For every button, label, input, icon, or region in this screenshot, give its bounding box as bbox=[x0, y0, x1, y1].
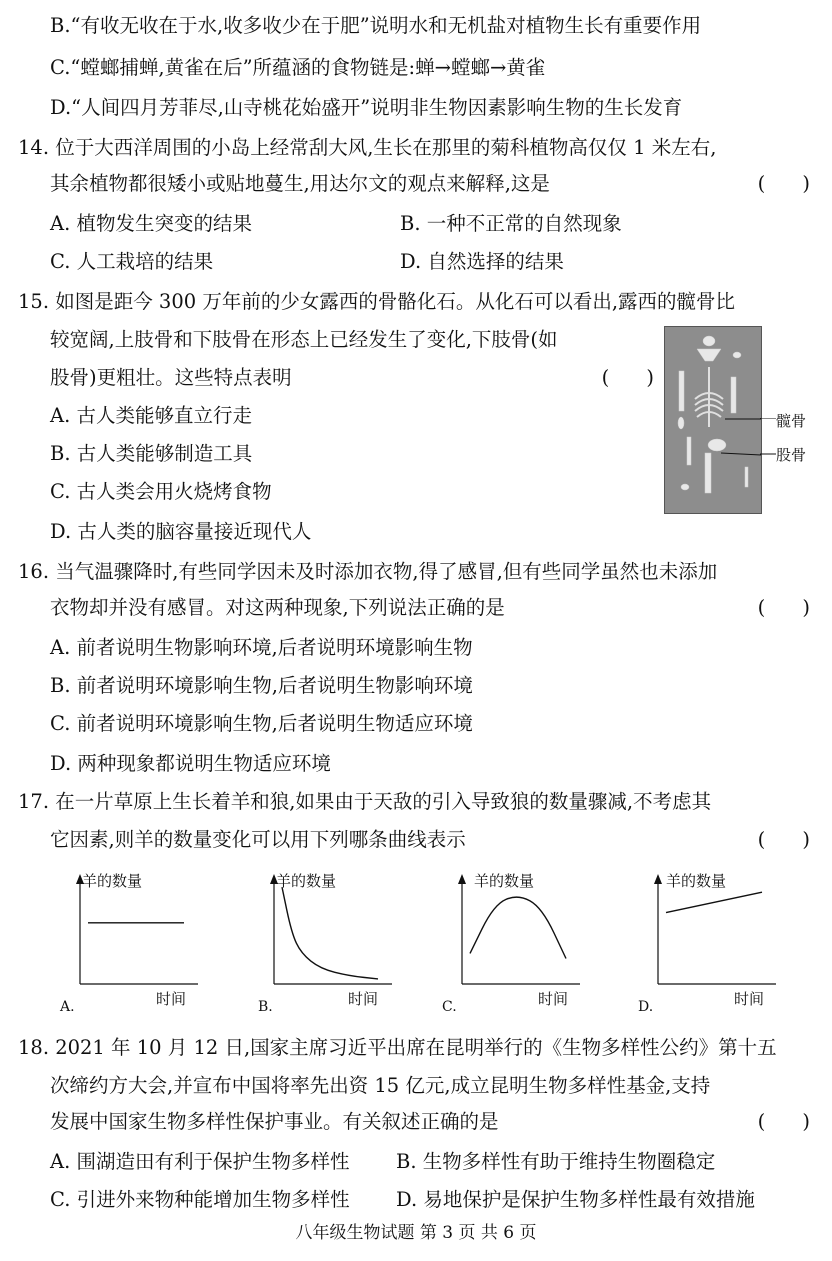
chart-c-plot bbox=[440, 868, 600, 1018]
q14-stem-line2: 其余植物都很矮小或贴地蔓生,用达尔文的观点来解释,这是 bbox=[50, 172, 550, 195]
q13-option-b: B.“有收无收在于水,收多收少在于肥”说明水和无机盐对植物生长有重要作用 bbox=[50, 14, 702, 37]
q17-stem-line2: 它因素,则羊的数量变化可以用下列哪条曲线表示 bbox=[50, 828, 466, 851]
chart-d-y-arrow bbox=[654, 874, 662, 884]
chart-b-plot bbox=[252, 868, 412, 1018]
q18-stem-line2: 次缔约方大会,并宣布中国将率先出资 15 亿元,成立昆明生物多样性基金,支持 bbox=[50, 1074, 711, 1097]
chart-d-plot bbox=[636, 868, 796, 1018]
q14-option-a: A. 植物发生突变的结果 bbox=[50, 212, 252, 235]
q18-stem-line1: 18. 2021 年 10 月 12 日,国家主席习近平出席在昆明举行的《生物多样性公约》第十五 bbox=[18, 1036, 777, 1059]
chart-option-d bbox=[636, 868, 796, 1018]
q16-option-d: D. 两种现象都说明生物适应环境 bbox=[50, 752, 331, 775]
q15-stem-line2: 较宽阔,上肢骨和下肢骨在形态上已经发生了变化,下肢骨(如 bbox=[50, 328, 558, 351]
q15-option-b: B. 古人类能够制造工具 bbox=[50, 442, 253, 465]
chart-b-xlabel: 时间 bbox=[348, 990, 379, 1008]
lucy-fossil-photo bbox=[664, 326, 762, 514]
chart-c-ylabel: 羊的数量 bbox=[474, 872, 535, 890]
q15-stem-line1: 15. 如图是距今 300 万年前的少女露西的骨骼化石。从化石可以看出,露西的髋骨比 bbox=[18, 290, 736, 313]
chart-b-ylabel: 羊的数量 bbox=[276, 872, 337, 890]
chart-c-xlabel: 时间 bbox=[538, 990, 569, 1008]
q14-option-c: C. 人工栽培的结果 bbox=[50, 250, 214, 273]
chart-d-ylabel: 羊的数量 bbox=[666, 872, 727, 890]
chart-option-b bbox=[252, 868, 412, 1018]
chart-d-option-label: D. bbox=[638, 999, 654, 1015]
q16-option-a: A. 前者说明生物影响环境,后者说明环境影响生物 bbox=[50, 636, 473, 659]
q18-stem-line3: 发展中国家生物多样性保护事业。有关叙述正确的是 bbox=[50, 1110, 499, 1133]
q14-option-d: D. 自然选择的结果 bbox=[400, 250, 564, 273]
q17-stem-line1: 17. 在一片草原上生长着羊和狼,如果由于天敌的引入导致狼的数量骤减,不考虑其 bbox=[18, 790, 712, 813]
q15-answer-paren: ( ) bbox=[601, 366, 654, 389]
q16-option-b: B. 前者说明环境影响生物,后者说明生物影响环境 bbox=[50, 674, 473, 697]
q14-option-b: B. 一种不正常的自然现象 bbox=[400, 212, 622, 235]
q15-stem-line3: 股骨)更粗壮。这些特点表明 bbox=[50, 366, 292, 389]
q18-option-d: D. 易地保护是保护生物多样性最有效措施 bbox=[396, 1188, 755, 1211]
q18-option-a: A. 围湖造田有利于保护生物多样性 bbox=[50, 1150, 350, 1173]
q13-option-c: C.“螳螂捕蝉,黄雀在后”所蕴涵的食物链是:蝉→螳螂→黄雀 bbox=[50, 56, 546, 79]
chart-a-xlabel: 时间 bbox=[156, 990, 187, 1008]
fossil-label-leaders bbox=[760, 418, 778, 458]
q18-answer-paren: ( ) bbox=[757, 1110, 810, 1133]
q16-option-c: C. 前者说明环境影响生物,后者说明生物适应环境 bbox=[50, 712, 473, 735]
q15-option-c: C. 古人类会用火烧烤食物 bbox=[50, 480, 272, 503]
fossil-label-femur: 股骨 bbox=[776, 446, 807, 464]
fossil-label-hip-bone: 髋骨 bbox=[776, 412, 807, 430]
chart-c-y-arrow bbox=[458, 874, 466, 884]
chart-a-option-label: A. bbox=[60, 999, 75, 1015]
page-footer: 八年级生物试题 第 3 页 共 6 页 bbox=[295, 1223, 537, 1243]
chart-a-plot bbox=[58, 868, 218, 1018]
chart-d-series-line bbox=[666, 892, 762, 912]
chart-d-xlabel: 时间 bbox=[734, 990, 765, 1008]
q16-stem-line1: 16. 当气温骤降时,有些同学因未及时添加衣物,得了感冒,但有些同学虽然也未添加 bbox=[18, 560, 718, 583]
q14-stem-line1: 14. 位于大西洋周围的小岛上经常刮大风,生长在那里的菊科植物高仅仅 1 米左右, bbox=[18, 136, 717, 159]
chart-b-series-line bbox=[282, 887, 378, 979]
q16-answer-paren: ( ) bbox=[757, 596, 810, 619]
chart-b-option-label: B. bbox=[258, 999, 273, 1015]
q16-stem-line2: 衣物却并没有感冒。对这两种现象,下列说法正确的是 bbox=[50, 596, 505, 619]
q18-option-c: C. 引进外来物种能增加生物多样性 bbox=[50, 1188, 350, 1211]
q17-answer-paren: ( ) bbox=[757, 828, 810, 851]
chart-c-series-line bbox=[470, 897, 566, 958]
q13-option-d: D.“人间四月芳菲尽,山寺桃花始盛开”说明非生物因素影响生物的生长发育 bbox=[50, 96, 683, 119]
skeleton-drawing bbox=[665, 327, 761, 513]
q15-option-d: D. 古人类的脑容量接近现代人 bbox=[50, 520, 312, 543]
q18-option-b: B. 生物多样性有助于维持生物圈稳定 bbox=[396, 1150, 716, 1173]
q15-option-a: A. 古人类能够直立行走 bbox=[50, 404, 252, 427]
chart-option-a bbox=[58, 868, 218, 1018]
chart-c-option-label: C. bbox=[442, 999, 457, 1015]
chart-option-c bbox=[440, 868, 600, 1018]
chart-a-ylabel: 羊的数量 bbox=[82, 872, 143, 890]
q14-answer-paren: ( ) bbox=[757, 172, 810, 195]
